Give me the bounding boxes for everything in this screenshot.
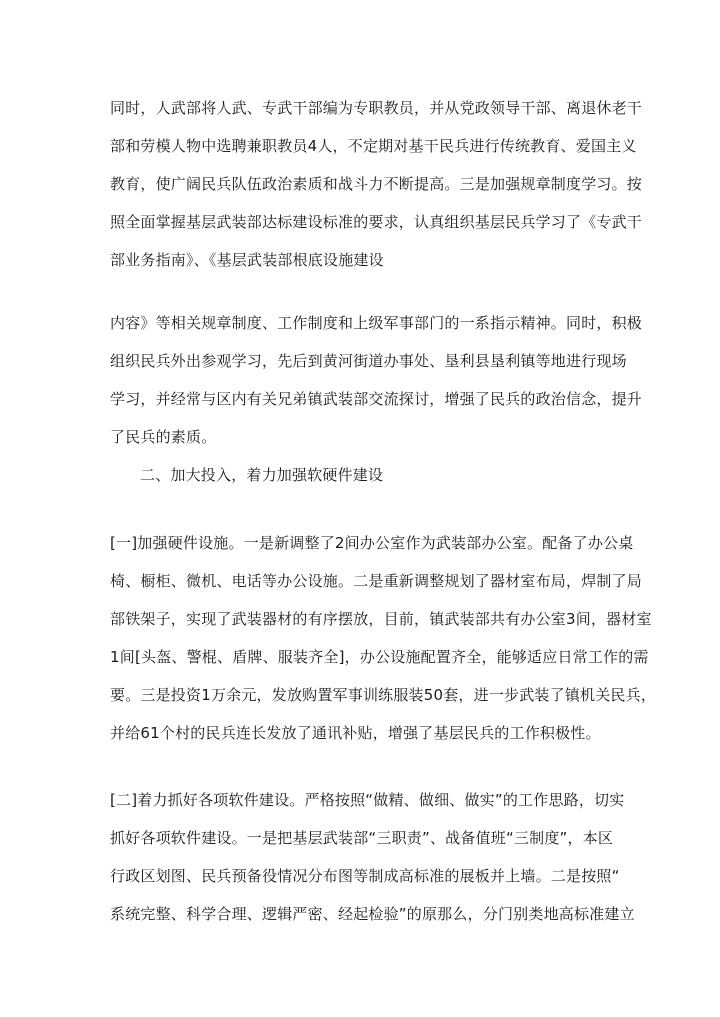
- text-line: 行政区划图、民兵预备役情况分布图等制成高标准的展板并上墙。二是按照“: [110, 867, 620, 885]
- text-line: [一]加强硬件设施。一是新调整了2间办公室作为武装部办公室。配备了办公桌: [110, 534, 634, 552]
- text-line: 抓好各项软件建设。一是把基层武装部“三职责”、战备值班“三制度”，本区: [110, 829, 614, 847]
- text-line: 组织民兵外出参观学习，先后到黄河街道办事处、垦利县垦利镇等地进行现场: [110, 352, 627, 370]
- text-line: 要。三是投资1万余元，发放购置军事训练服装50套，进一步武装了镇机关民兵，: [110, 686, 657, 704]
- text-line: 椅、橱柜、微机、电话等办公设施。二是重新调整规划了器材室布局，焊制了局: [110, 572, 643, 590]
- text-line: [二]着力抓好各项软件建设。严格按照“做精、做细、做实”的工作思路，切实: [110, 791, 625, 809]
- text-line: 学习，并经常与区内有关兄弟镇武装部交流探讨，增强了民兵的政治信念，提升: [110, 390, 643, 408]
- text-line: 系统完整、科学合理、逻辑严密、经起检验”的原那么，分门别类地高标准建立: [110, 905, 635, 923]
- text-line: 照全面掌握基层武装部达标建设标准的要求，认真组织基层民兵学习了《专武干: [110, 213, 643, 231]
- text-line: 部和劳模人物中选聘兼职教员4人，不定期对基干民兵进行传统教育、爱国主义: [110, 137, 637, 155]
- text-line: 并给61个村的民兵连长发放了通讯补贴，增强了基层民兵的工作积极性。: [110, 724, 601, 742]
- text-line: 1间[头盔、警棍、盾牌、服装齐全]，办公设施配置齐全，能够适应日常工作的需: [110, 648, 649, 666]
- text-line: 部业务指南》、《基层武装部根底设施建设: [110, 251, 384, 269]
- text-line: 了民兵的素质。: [110, 428, 217, 446]
- text-line: 教育，使广阔民兵队伍政治素质和战斗力不断提高。三是加强规章制度学习。按: [110, 175, 643, 193]
- text-line: 部铁架子，实现了武装器材的有序摆放，目前，镇武装部共有办公室3间，器材室: [110, 610, 652, 628]
- section-heading: 二、加大投入，着力加强软硬件建设: [140, 466, 384, 484]
- text-line: 内容》等相关规章制度、工作制度和上级军事部门的一系指示精神。同时，积极: [110, 314, 643, 332]
- text-line: 同时，人武部将人武、专武干部编为专职教员，并从党政领导干部、离退休老干: [110, 99, 643, 117]
